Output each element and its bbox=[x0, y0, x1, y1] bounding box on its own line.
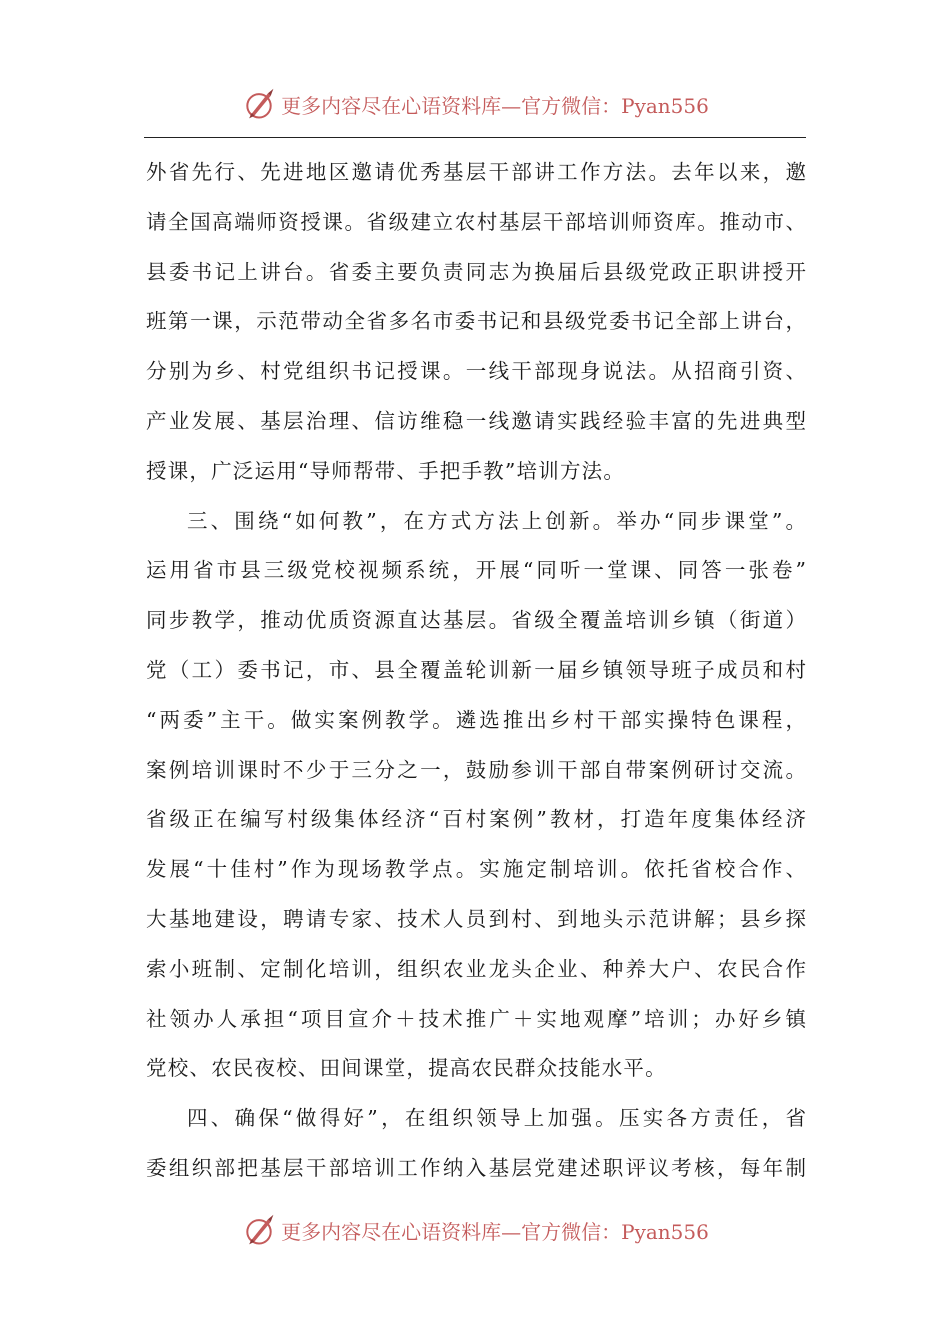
header-contact: 官方微信：Pyan556 bbox=[521, 93, 709, 118]
text-line: 产业发展、基层治理、信访维稳一线邀请实践经验丰富的先进典型 bbox=[146, 408, 806, 433]
text-line: 社领办人承担“项目宣介＋技术推广＋实地观摩”培训；办好乡镇 bbox=[146, 1006, 806, 1031]
quill-pen-logo-icon bbox=[241, 1212, 277, 1248]
footer-contact: 官方微信：Pyan556 bbox=[521, 1219, 709, 1244]
header-divider bbox=[144, 137, 806, 138]
text-line: 外省先行、先进地区邀请优秀基层干部讲工作方法。去年以来，邀 bbox=[146, 160, 806, 184]
text-line: 县委书记上讲台。省委主要负责同志为换届后县级党政正职讲授开 bbox=[146, 259, 806, 284]
text-line: 党（工）委书记，市、县全覆盖轮训新一届乡镇领导班子成员和村 bbox=[146, 657, 806, 682]
text-line: 大基地建设，聘请专家、技术人员到村、到地头示范讲解；县乡探 bbox=[146, 906, 806, 931]
footer-separator: — bbox=[501, 1219, 522, 1244]
text-line: 同步教学，推动优质资源直达基层。省级全覆盖培训乡镇（街道） bbox=[146, 608, 806, 633]
text-line: 发展“十佳村”作为现场教学点。实施定制培训。依托省校合作、 bbox=[146, 857, 806, 882]
text-line: 案例培训课时不少于三分之一，鼓励参训干部自带案例研讨交流。 bbox=[146, 757, 806, 782]
text-line: 党校、农民夜校、田间课堂，提高农民群众技能水平。 bbox=[146, 1056, 667, 1081]
paragraph-start-line: 三、围绕“如何教”，在方式方法上创新。举办“同步课堂”。 bbox=[187, 508, 806, 533]
document-body bbox=[146, 148, 806, 1194]
header-title: 更多内容尽在心语资料库 bbox=[281, 93, 502, 118]
footer-banner bbox=[0, 1206, 950, 1254]
header-text bbox=[281, 90, 709, 119]
text-line: 委组织部把基层干部培训工作纳入基层党建述职评议考核，每年制 bbox=[146, 1155, 806, 1180]
paragraph-start-line: 四、确保“做得好”，在组织领导上加强。压实各方责任，省 bbox=[187, 1106, 806, 1131]
text-line: 班第一课，示范带动全省多名市委书记和县级党委书记全部上讲台， bbox=[146, 309, 806, 334]
text-line: 分别为乡、村党组织书记授课。一线干部现身说法。从招商引资、 bbox=[146, 359, 806, 384]
footer-text bbox=[281, 1216, 709, 1245]
footer-title: 更多内容尽在心语资料库 bbox=[281, 1219, 502, 1244]
text-line: 授课，广泛运用“导师帮带、手把手教”培训方法。 bbox=[146, 458, 626, 483]
quill-pen-logo-icon bbox=[241, 86, 277, 122]
header-banner bbox=[0, 80, 950, 128]
text-line: 运用省市县三级党校视频系统，开展“同听一堂课、同答一张卷” bbox=[146, 558, 806, 583]
text-line: 请全国高端师资授课。省级建立农村基层干部培训师资库。推动市、 bbox=[146, 209, 806, 234]
text-line: 索小班制、定制化培训，组织农业龙头企业、种养大户、农民合作 bbox=[146, 956, 806, 981]
text-line: “两委”主干。做实案例教学。遴选推出乡村干部实操特色课程， bbox=[146, 707, 806, 732]
header-separator: — bbox=[501, 93, 522, 118]
text-line: 省级正在编写村级集体经济“百村案例”教材，打造年度集体经济 bbox=[146, 807, 806, 832]
